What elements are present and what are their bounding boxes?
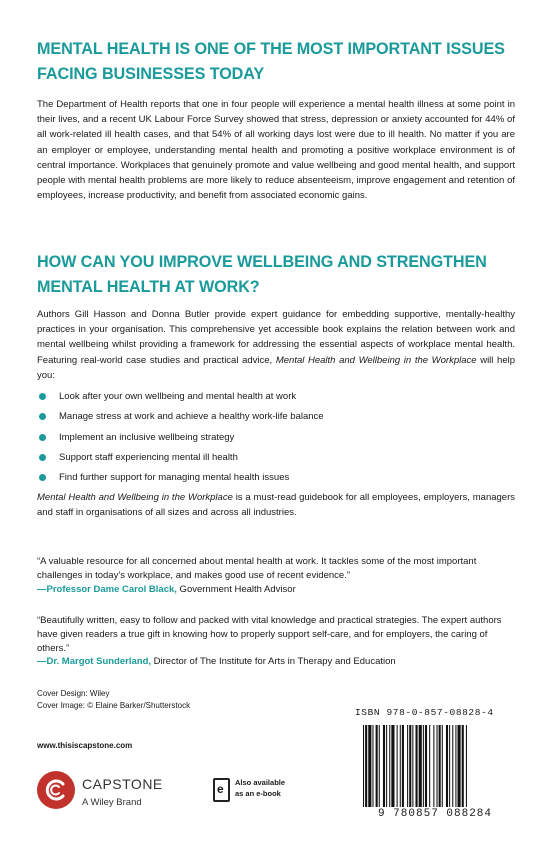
barcode-stripe [433,725,434,807]
barcode-stripe [391,725,394,807]
barcode-icon [355,725,515,811]
list-item-text: Look after your own wellbeing and mental health at work [59,391,297,402]
paragraph-authors-intro: Authors Gill Hasson and Donna Butler provide expert guidance for embedding supportive, mentally-healthy practices in your organisation. This comprehensive yet accessible book explains the relation between work and mental wellbeing whilst providing a framework for addressing the essential aspects of workplace mental health. Featuring real-world case studies and practical advice, [37,309,515,366]
book-title-ref: Mental Health and Wellbeing in the Workplace [275,354,477,366]
barcode-stripe [397,725,398,807]
list-item-text: Support staff experiencing mental ill health [59,451,238,463]
barcode-stripe [402,725,404,807]
ebook-icon: e [213,778,230,802]
barcode-stripe [407,725,408,807]
barcode-stripe [389,725,390,807]
list-item-text: Manage stress at work and achieve a healthy work-life balance [59,411,324,423]
endorsement-quote [37,614,515,669]
barcode-stripe [462,725,464,807]
list-item [37,389,324,409]
isbn-label: ISBN 978-0-857-08828-4 [355,707,494,718]
barcode-stripe [458,725,461,807]
publisher-name: CAPSTONE [82,776,163,792]
barcode-stripe [425,725,427,807]
barcode-stripe [446,725,448,807]
barcode-stripe [365,725,367,807]
bullet-dot-icon [39,393,46,400]
barcode-stripe [383,725,385,807]
barcode-stripe [368,725,371,807]
list-item [37,470,324,490]
quote-text: “Beautifully written, easy to follow and packed with vital knowledge and practical strategies. The expert authors have given readers a true gift in knowing how to properly support self-care, and for employers, the caring of others.” [37,615,502,654]
paragraph-must-read-rest: is a must-read guidebook for all employees, employers, managers and staff in organisations of all sizes and across all industries. [37,492,515,519]
bullet-dot-icon [39,434,46,441]
cover-credits [37,688,190,712]
barcode-stripe [419,725,422,807]
quote-author-role: Government Health Advisor [176,583,296,595]
list-item [37,430,324,450]
barcode-stripe [442,725,443,807]
barcode-stripe [452,725,453,807]
barcode-stripe [376,725,378,807]
publisher-subtitle: A Wiley Brand [82,797,142,808]
quote-text: “A valuable resource for all concerned about mental health at work. It tackles some of the most important challenges in today’s workplace, and makes good use of recent evidence.” [37,556,477,581]
quote-author: —Dr. Margot Sunderland, [37,656,152,668]
barcode-stripe [455,725,456,807]
ebook-text: Also available as an e-book [235,778,286,798]
ebook-availability [213,773,323,813]
barcode-stripe [363,725,364,807]
barcode-stripe [409,725,411,807]
barcode-number: 9 780857 088284 [355,808,515,820]
list-item [37,409,324,429]
cover-design-credit: Cover Design: Wiley [37,689,110,698]
heading-improve-wellbeing: HOW CAN YOU IMPROVE WELLBEING AND STRENGTHEN MENTAL HEALTH AT WORK? [37,253,487,296]
endorsement-quote [37,555,515,596]
benefits-list [37,389,324,490]
barcode-bars [355,725,515,821]
paragraph-authors-outro: will help you: [37,354,516,381]
barcode-stripe [386,725,387,807]
paragraph-must-read [37,490,515,520]
barcode-stripe [466,725,467,807]
barcode-stripe [429,725,430,807]
list-item-text: Find further support for managing mental health issues [59,472,290,484]
paragraph-intro: The Department of Health reports that one in four people will experience a mental health illness at some point in their lives, and a recent UK Labour Force Survey showed that stress, depression or anxiety accounted for 44% of all work-related ill health cases, and that 54% of all working days lost were due to ill health. No matter if you are an employer or employee, understanding mental health and promoting a positive workplace environment is of central importance. Workplaces that genuinely promote and value wellbeing and good mental health, and support people with mental health problems are more likely to reduce absenteeism, improve engagement and retention of employees, increase productivity, and benefit from associated economic gains. [37,99,515,202]
heading-mental-health-important: MENTAL HEALTH IS ONE OF THE MOST IMPORTANT ISSUES FACING BUSINESSES TODAY [37,40,505,83]
bullet-dot-icon [39,454,46,461]
bullet-dot-icon [39,474,46,481]
book-title-ref: Mental Health and Wellbeing in the Workplace [37,492,233,503]
barcode-stripe [372,725,373,807]
barcode-stripe [416,725,418,807]
barcode-stripe [437,725,438,807]
barcode-stripe [412,725,413,807]
barcode-stripe [400,725,401,807]
list-item [37,450,324,470]
cover-image-credit: Cover Image: © Elaine Barker/Shutterstock [37,701,191,710]
barcode-stripe [439,725,441,807]
barcode-stripe [449,725,450,807]
publisher-website-link[interactable]: www.thisiscapstone.com [37,741,133,750]
bullet-dot-icon [39,413,46,420]
paragraph-authors [37,307,515,383]
quote-author: —Professor Dame Carol Black, [37,583,177,595]
capstone-logo [37,769,163,819]
isbn-barcode [355,703,515,825]
barcode-stripe [423,725,424,807]
capstone-swoosh-icon [44,778,68,802]
list-item-text: Implement an inclusive wellbeing strategy [59,431,235,443]
barcode-stripe [379,725,380,807]
quote-author-role: Director of The Institute for Arts in Therapy and Education [151,656,396,668]
